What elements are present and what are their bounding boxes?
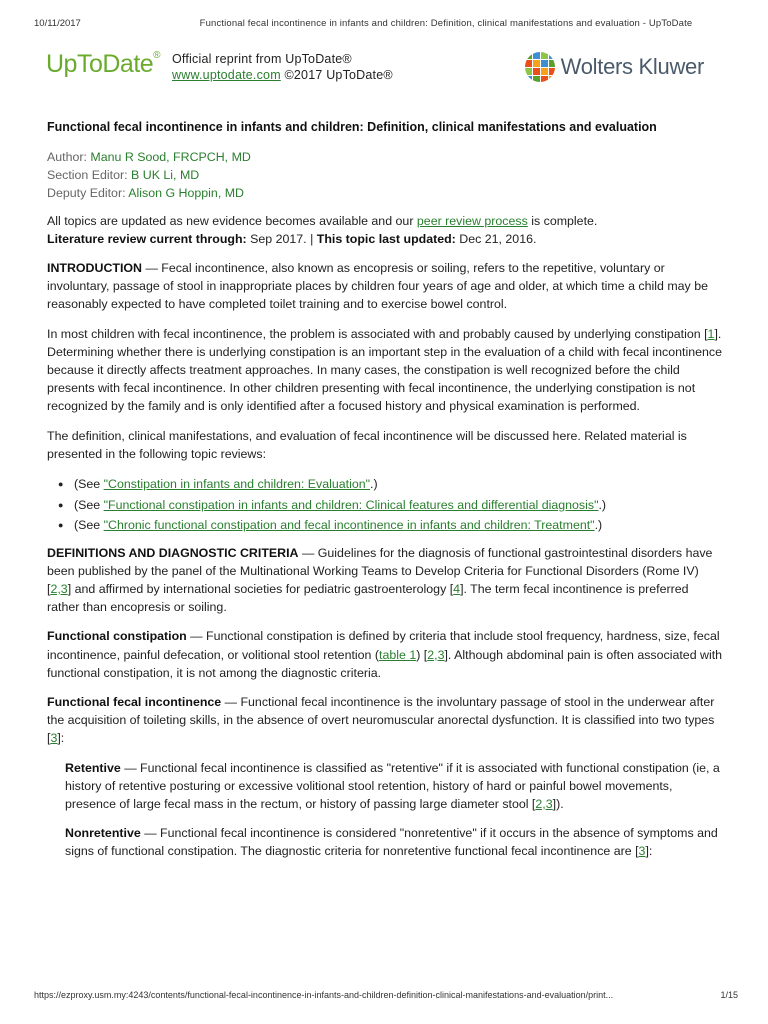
definitions-heading: DEFINITIONS AND DIAGNOSTIC CRITERIA bbox=[47, 545, 299, 560]
reference-link[interactable]: 3 bbox=[638, 844, 646, 859]
scope-paragraph: The definition, clinical manifestations, and evaluation of fecal incontinence will be discussed here. Related material is presented in the following topic reviews: bbox=[47, 428, 687, 461]
reprint-notice bbox=[172, 51, 393, 83]
related-topics-list bbox=[47, 474, 723, 536]
related-topic-item bbox=[47, 474, 723, 495]
lit-review-value: Sep 2017. | bbox=[250, 231, 314, 246]
brand-header bbox=[46, 48, 704, 88]
deputy-editor-label: Deputy Editor: bbox=[47, 186, 126, 201]
see-suffix: .) bbox=[598, 497, 607, 512]
paragraph-text: — Functional constipation is defined by criteria that include stool frequency, hardness, size, fecal incontinence, painful defecation, or volitional stool retention ( bbox=[47, 629, 720, 662]
reference-link[interactable]: 2,3 bbox=[50, 581, 68, 596]
reference-link[interactable]: 4 bbox=[453, 581, 461, 596]
see-suffix: .) bbox=[594, 518, 603, 533]
see-prefix: (See bbox=[74, 518, 104, 533]
reference-link[interactable]: 2,3 bbox=[535, 796, 553, 811]
related-topic-link[interactable]: "Functional constipation in infants and children: Clinical features and differential diagnosis" bbox=[103, 497, 599, 512]
author-name[interactable]: Manu R Sood, FRCPCH, MD bbox=[90, 150, 251, 164]
definitions-paragraph bbox=[47, 544, 723, 617]
paragraph-text: ]. Although abdominal pain is often associated with functional constipation, it is not among the diagnostic criteria. bbox=[47, 647, 723, 680]
related-topic-link[interactable]: "Chronic functional constipation and fecal incontinence in infants and children: Treatment" bbox=[103, 518, 595, 533]
paragraph-text: — Functional fecal incontinence is classified as "retentive" if it is associated with functional constipation (ie, a history of retentive posturing or excessive volitional stool retention, history of hard or painful bowel movements, presence of large fecal mass in the rectum, or history of passing large diameter stool [ bbox=[65, 760, 720, 811]
reprint-line: Official reprint from UpToDate® bbox=[172, 52, 352, 66]
lit-review-label: Literature review current through: bbox=[47, 231, 247, 246]
print-url: https://ezproxy.usm.my:4243/contents/functional-fecal-incontinence-in-infants-and-children-definition-clinical-manifestations-and-evaluation/print... bbox=[34, 990, 614, 1000]
functional-fecal-incontinence-heading: Functional fecal incontinence bbox=[47, 694, 222, 709]
nonretentive-heading: Nonretentive bbox=[65, 826, 141, 841]
update-notice bbox=[47, 212, 723, 248]
section-editor-label: Section Editor: bbox=[47, 168, 128, 183]
print-date: 10/11/2017 bbox=[34, 18, 81, 29]
nonretentive-paragraph bbox=[47, 824, 723, 860]
uptodate-site-link[interactable]: www.uptodate.com bbox=[172, 68, 281, 82]
publisher-name: Wolters Kluwer bbox=[560, 54, 704, 79]
constipation-paragraph bbox=[47, 325, 723, 416]
update-intro: All topics are updated as new evidence becomes available and our bbox=[47, 213, 414, 228]
paragraph-text: In most children with fecal incontinence, the problem is associated with and probably caused by underlying constipation [ bbox=[47, 326, 708, 341]
intro-paragraph bbox=[47, 259, 723, 314]
topic-title: Functional fecal incontinence in infants and children: Definition, clinical manifestations and evaluation bbox=[47, 120, 657, 134]
intro-text: — Fecal incontinence, also known as encopresis or soiling, refers to the repetitive, voluntary or involuntary, passage of stool in inappropriate places by children four years of age and older, at which time a child may be reasonably expected to have completed toilet training and to exercise bowel control. bbox=[47, 261, 708, 312]
paragraph-text: ]: bbox=[645, 844, 653, 859]
paragraph-text: ]. The term fecal incontinence is preferred rather than encopresis or soiling. bbox=[47, 581, 689, 615]
reference-link[interactable]: 2,3 bbox=[427, 647, 445, 662]
update-end: is complete. bbox=[531, 213, 598, 228]
last-updated-label: This topic last updated: bbox=[316, 231, 456, 246]
see-prefix: (See bbox=[74, 477, 104, 492]
see-prefix: (See bbox=[74, 497, 104, 512]
functional-constipation-heading: Functional constipation bbox=[47, 629, 187, 644]
peer-review-link[interactable]: peer review process bbox=[416, 213, 528, 228]
table-link[interactable]: table 1 bbox=[379, 647, 417, 662]
reference-link[interactable]: 1 bbox=[707, 326, 715, 341]
deputy-editor-name[interactable]: Alison G Hoppin, MD bbox=[128, 186, 244, 201]
paragraph-text: ] and affirmed by international societies for pediatric gastroenterology [ bbox=[67, 581, 454, 596]
related-topic-link[interactable]: "Constipation in infants and children: Evaluation" bbox=[103, 477, 371, 492]
related-topic-item bbox=[47, 515, 723, 536]
copyright-text: ©2017 UpToDate® bbox=[284, 68, 393, 82]
section-editor-name[interactable]: B UK Li, MD bbox=[131, 168, 200, 183]
paragraph-text: — Functional fecal incontinence is the involuntary passage of stool in the underwear after the acquisition of toileting skills, in the absence of overt neuromuscular anorectal dysfunction. It is classified into two types [ bbox=[47, 694, 715, 746]
last-updated-value: Dec 21, 2016. bbox=[459, 231, 537, 246]
see-suffix: .) bbox=[370, 477, 378, 492]
paragraph-text: ]: bbox=[57, 731, 65, 746]
uptodate-logo[interactable] bbox=[46, 50, 160, 79]
paragraph-text: ]. Determining whether there is underlying constipation is an important step in the evaluation of a child with fecal incontinence because it directly affects treatment approaches. In many cases, the constipation is well recognized before the child presents with fecal incontinence. In other children presenting with fecal incontinence, the underlying constipation is not recognized by the family and is only identified after a focused history and physical examination is performed. bbox=[47, 326, 722, 414]
retentive-heading: Retentive bbox=[65, 760, 121, 775]
print-footer bbox=[34, 990, 738, 1002]
print-page-title: Functional fecal incontinence in infants and children: Definition, clinical manifestations and evaluation - UpToDate bbox=[199, 18, 693, 29]
intro-heading: INTRODUCTION bbox=[47, 261, 142, 276]
functional-constipation-paragraph bbox=[47, 627, 723, 682]
reference-link[interactable]: 3 bbox=[50, 731, 58, 746]
functional-fecal-incontinence-paragraph bbox=[47, 693, 723, 748]
paragraph-text: — Guidelines for the diagnosis of functional gastrointestinal disorders have been published by the panel of the Multinational Working Teams to Develop Criteria for Functional Disorders (Rome IV) [ bbox=[47, 545, 713, 596]
article-content bbox=[47, 118, 723, 872]
paragraph-text: ) [ bbox=[416, 647, 428, 662]
wolters-kluwer-logo bbox=[525, 52, 704, 82]
uptodate-logo-mark: ® bbox=[153, 50, 161, 61]
paragraph-text: ]). bbox=[552, 796, 564, 811]
wolters-kluwer-globe-icon bbox=[525, 52, 555, 82]
print-header bbox=[34, 18, 738, 30]
related-topic-item bbox=[47, 495, 723, 516]
paragraph-text: — Functional fecal incontinence is considered "nonretentive" if it occurs in the absence of symptoms and signs of functional constipation. The diagnostic criteria for nonretentive functional fecal incontinence are [ bbox=[65, 826, 718, 859]
author-block bbox=[47, 148, 723, 203]
uptodate-logo-text: UpToDate bbox=[46, 50, 154, 78]
author-label: Author: bbox=[47, 150, 87, 164]
page-number: 1/15 bbox=[720, 990, 738, 1000]
retentive-paragraph bbox=[47, 759, 723, 814]
